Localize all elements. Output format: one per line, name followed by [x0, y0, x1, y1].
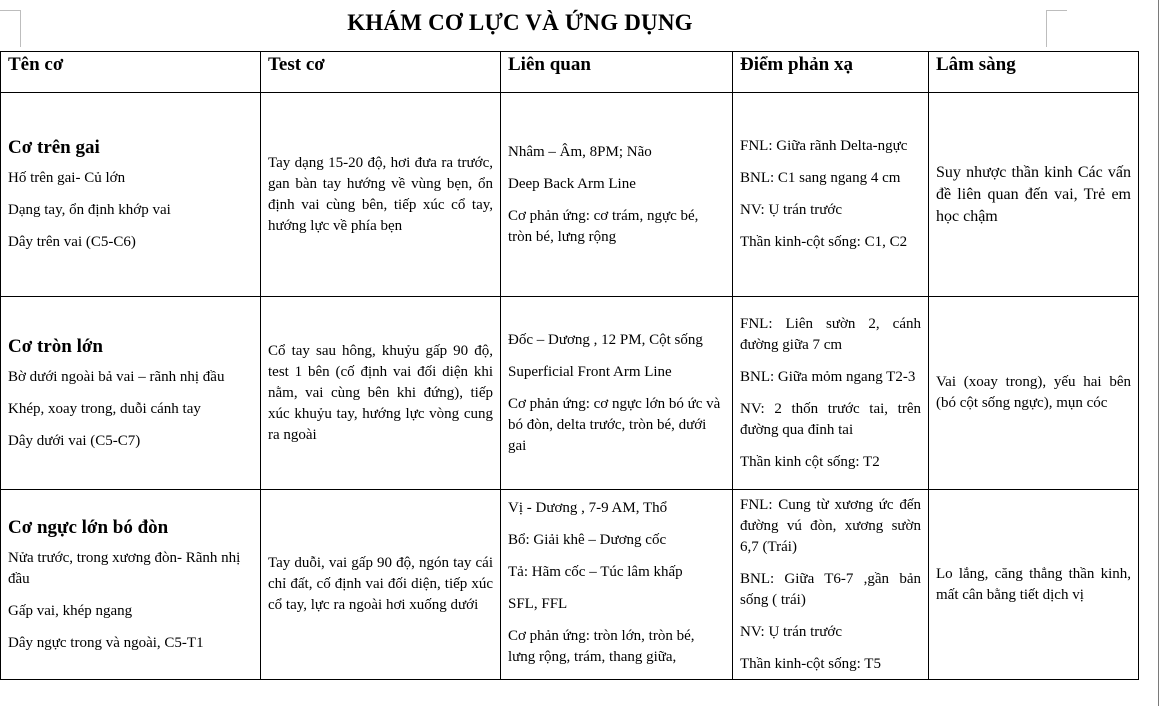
reflex-point-cell	[733, 297, 929, 490]
reflex-point: BNL: C1 sang ngang 4 cm	[740, 170, 901, 186]
related-cell	[501, 490, 733, 680]
related-cell	[501, 297, 733, 490]
muscle-detail: Dây dưới vai (C5-C7)	[8, 432, 141, 449]
reflex-point: Thần kinh-cột sống: C1, C2	[740, 234, 908, 250]
table-row	[1, 490, 1139, 680]
muscle-name-cell	[1, 93, 261, 297]
reflex-point: FNL: Giữa rãnh Delta-ngực	[740, 138, 908, 154]
muscle-test-cell	[261, 93, 501, 297]
reflex-point: Thần kinh-cột sống: T5	[740, 655, 881, 672]
reflex-point: NV: Ụ trán trước	[740, 202, 843, 218]
muscle-detail: Gấp vai, khép ngang	[8, 602, 133, 619]
page-edge	[1158, 0, 1159, 706]
muscle-test-text: Tay dạng 15-20 độ, hơi đưa ra trước, gan bàn tay hướng về vùng bẹn, ổn định vai cùng bên, tiếp xúc cổ tay, hướng lực về phía bẹn	[268, 154, 493, 234]
reflex-point: Thần kinh cột sống: T2	[740, 453, 880, 470]
column-header-related: Liên quan	[501, 52, 733, 93]
column-header-clinical: Lâm sàng	[929, 52, 1139, 93]
clinical-cell	[929, 490, 1139, 680]
related-item: Superficial Front Arm Line	[508, 363, 672, 380]
muscle-detail: Nửa trước, trong xương đòn- Rãnh nhị đầu	[8, 549, 241, 587]
muscle-detail: Dây trên vai (C5-C6)	[8, 234, 136, 250]
column-header-name: Tên cơ	[1, 52, 261, 93]
muscle-name: Cơ ngực lớn bó đòn	[8, 516, 169, 538]
related-cell	[501, 93, 733, 297]
muscle-test-cell	[261, 490, 501, 680]
muscle-detail: Khép, xoay trong, duỗi cánh tay	[8, 400, 201, 417]
muscle-test-text: Tay duỗi, vai gấp 90 độ, ngón tay cái chỉ đất, cố định vai đối diện, tiếp xúc cổ tay, lực ra ngoài hơi xuống dưới	[268, 555, 493, 613]
muscle-name-cell	[1, 297, 261, 490]
related-item: SFL, FFL	[508, 596, 568, 612]
muscle-test-text: Cổ tay sau hông, khuỷu gấp 90 độ, test 1 bên (cố định vai đối diện khi nằm, vai cùng bên khi đứng), tiếp xúc khuỷu tay, hướng lực vòng cung ra ngoài	[268, 342, 493, 443]
muscle-detail: Hố trên gai- Củ lớn	[8, 170, 126, 186]
reflex-point: FNL: Cung từ xương ức đến đường vú đòn, xương sườn 6,7 (Trái)	[740, 496, 921, 555]
muscle-test-cell	[261, 297, 501, 490]
related-item: Cơ phản ứng: tròn lớn, tròn bé, lưng rộng, trám, thang giữa,	[508, 628, 695, 665]
column-header-test: Test cơ	[261, 52, 501, 93]
column-header-points: Điểm phản xạ	[733, 52, 929, 93]
related-item: Deep Back Arm Line	[508, 175, 636, 192]
reflex-point: FNL: Liên sườn 2, cánh đường giữa 7 cm	[740, 315, 921, 353]
reflex-point-cell	[733, 93, 929, 297]
page-corner-mark	[1046, 10, 1067, 47]
reflex-point: BNL: Giữa T6-7 ,gần bản sống ( trái)	[740, 570, 921, 608]
clinical-cell	[929, 93, 1139, 297]
muscle-name-cell	[1, 490, 261, 680]
related-item: Bổ: Giải khê – Dương cốc	[508, 532, 667, 548]
reflex-point: BNL: Giữa mỏm ngang T2-3	[740, 368, 916, 385]
reflex-point-cell	[733, 490, 929, 680]
table-row	[1, 297, 1139, 490]
muscle-detail: Dạng tay, ổn định khớp vai	[8, 202, 171, 218]
clinical-text: Suy nhược thần kinh Các vấn đề liên quan đến vai, Trẻ em học chậm	[936, 163, 1131, 225]
document-title: KHÁM CƠ LỰC VÀ ỨNG DỤNG	[347, 10, 693, 35]
related-item: Đốc – Dương , 12 PM, Cột sống	[508, 331, 703, 348]
related-item: Cơ phản ứng: cơ ngực lớn bó ức và bó đòn, delta trước, tròn bé, dưới gai	[508, 395, 721, 454]
muscle-detail: Dây ngực trong và ngoài, C5-T1	[8, 634, 204, 651]
muscle-name: Cơ tròn lớn	[8, 335, 103, 357]
clinical-text: Lo lắng, căng thẳng thần kinh, mất cân bằng tiết dịch vị	[936, 565, 1131, 603]
related-item: Nhâm – Âm, 8PM; Não	[508, 143, 652, 160]
table-row	[1, 93, 1139, 297]
reflex-point: NV: Ụ trán trước	[740, 623, 843, 640]
muscle-detail: Bờ dưới ngoài bả vai – rãnh nhị đầu	[8, 368, 225, 385]
clinical-cell	[929, 297, 1139, 490]
related-item: Cơ phản ứng: cơ trám, ngực bé, tròn bé, lưng rộng	[508, 207, 699, 245]
muscle-name: Cơ trên gai	[8, 137, 100, 158]
clinical-text: Vai (xoay trong), yếu hai bên (bó cột sống ngực), mụn cóc	[936, 374, 1131, 411]
muscle-table	[0, 51, 1139, 680]
related-item: Vị - Dương , 7-9 AM, Thổ	[508, 500, 668, 516]
related-item: Tả: Hãm cốc – Túc lâm khấp	[508, 564, 683, 580]
header-row	[1, 52, 1139, 93]
reflex-point: NV: 2 thốn trước tai, trên đường qua đỉnh tai	[740, 400, 921, 438]
